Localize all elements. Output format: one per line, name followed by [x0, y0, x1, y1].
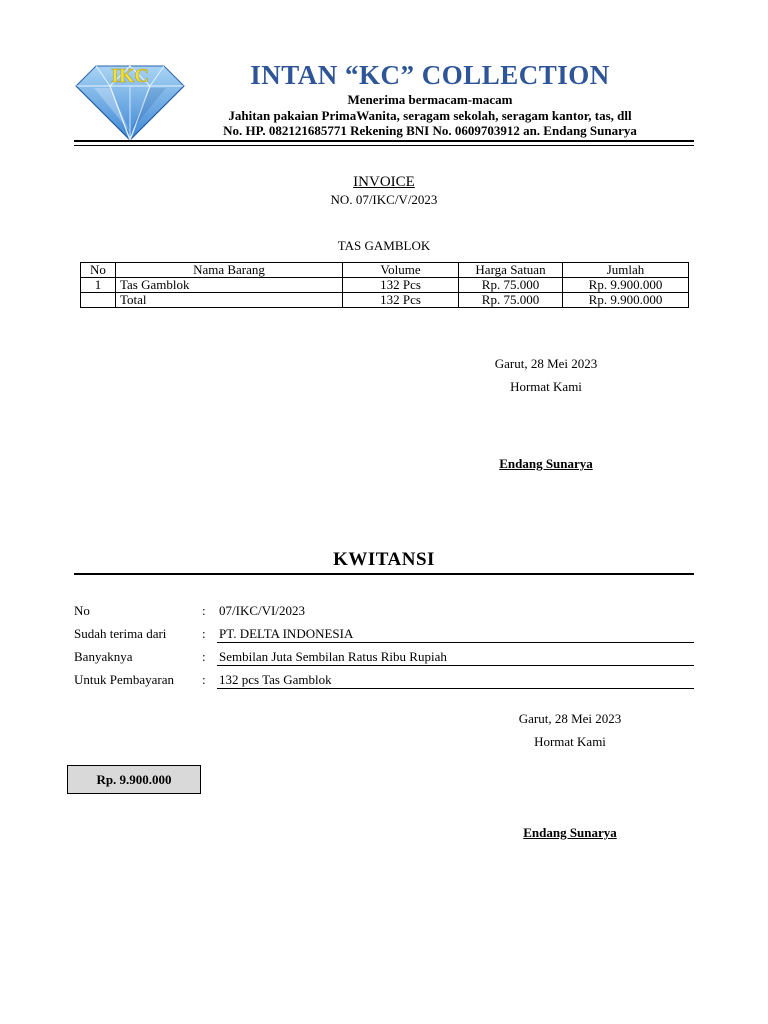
invoice-number: NO. 07/IKC/V/2023: [330, 192, 438, 207]
table-row: [81, 278, 689, 293]
field-colon: :: [202, 672, 206, 687]
invoice-regards: Hormat Kami: [510, 379, 582, 394]
receipt-field-payment-for: [74, 672, 694, 692]
table-cell: Tas Gamblok: [116, 278, 343, 293]
field-colon: :: [202, 649, 206, 664]
receipt-field-amount-words: [74, 649, 694, 669]
field-label: Banyaknya: [74, 649, 133, 664]
receipt-signer-name: Endang Sunarya: [523, 825, 617, 840]
table-cell: 1: [81, 278, 116, 293]
column-header: No: [81, 263, 116, 278]
receipt-title-divider: [74, 573, 694, 575]
field-value: Sembilan Juta Sembilan Ratus Ribu Rupiah: [219, 649, 447, 664]
invoice-signer-name: Endang Sunarya: [499, 456, 593, 471]
table-cell: Rp. 9.900.000: [563, 278, 689, 293]
table-cell: Rp. 75.000: [459, 278, 563, 293]
receipt-regards: Hormat Kami: [534, 734, 606, 749]
table-total-row: [81, 293, 689, 308]
field-label: Sudah terima dari: [74, 626, 167, 641]
receipt-title: KWITANSI: [333, 549, 435, 570]
table-header-row: [81, 263, 689, 278]
table-cell: 132 Pcs: [343, 278, 459, 293]
table-cell: Rp. 9.900.000: [563, 293, 689, 308]
table-cell: Rp. 75.000: [459, 293, 563, 308]
column-header: Volume: [343, 263, 459, 278]
table-cell: [81, 293, 116, 308]
field-value: 132 pcs Tas Gamblok: [219, 672, 332, 687]
field-value: PT. DELTA INDONESIA: [219, 626, 354, 641]
diamond-logo: [74, 62, 186, 142]
invoice-title: INVOICE: [353, 174, 415, 190]
svg-text:IKC: IKC: [111, 65, 149, 87]
field-underline: [217, 665, 694, 666]
field-colon: :: [202, 603, 206, 618]
tagline-contact: No. HP. 082121685771 Rekening BNI No. 0609703912 an. Endang Sunarya: [223, 123, 637, 138]
field-label: Untuk Pembayaran: [74, 672, 175, 687]
receipt-field-number: [74, 603, 694, 623]
field-underline: [217, 688, 694, 689]
field-underline: [217, 642, 694, 643]
column-header: Harga Satuan: [459, 263, 563, 278]
diamond-icon: [74, 62, 186, 142]
header-divider-thick: [74, 140, 694, 142]
field-value: 07/IKC/VI/2023: [219, 603, 305, 618]
table-cell: Total: [116, 293, 343, 308]
invoice-items-table: [80, 262, 689, 308]
company-name: INTAN “KC” COLLECTION: [250, 60, 610, 90]
receipt-place-date: Garut, 28 Mei 2023: [518, 711, 622, 726]
field-label: No: [74, 603, 90, 618]
column-header: Jumlah: [563, 263, 689, 278]
header-divider-thin: [74, 145, 694, 146]
tagline-services: Menerima bermacam-macam: [347, 92, 513, 107]
tagline-products: Jahitan pakaian PrimaWanita, seragam sekolah, seragam kantor, tas, dll: [228, 108, 632, 123]
column-header: Nama Barang: [116, 263, 343, 278]
invoice-table-title: TAS GAMBLOK: [337, 238, 431, 253]
receipt-field-received-from: [74, 626, 694, 646]
invoice-place-date: Garut, 28 Mei 2023: [494, 356, 598, 371]
receipt-amount-box: Rp. 9.900.000: [67, 765, 201, 794]
field-colon: :: [202, 626, 206, 641]
table-cell: 132 Pcs: [343, 293, 459, 308]
